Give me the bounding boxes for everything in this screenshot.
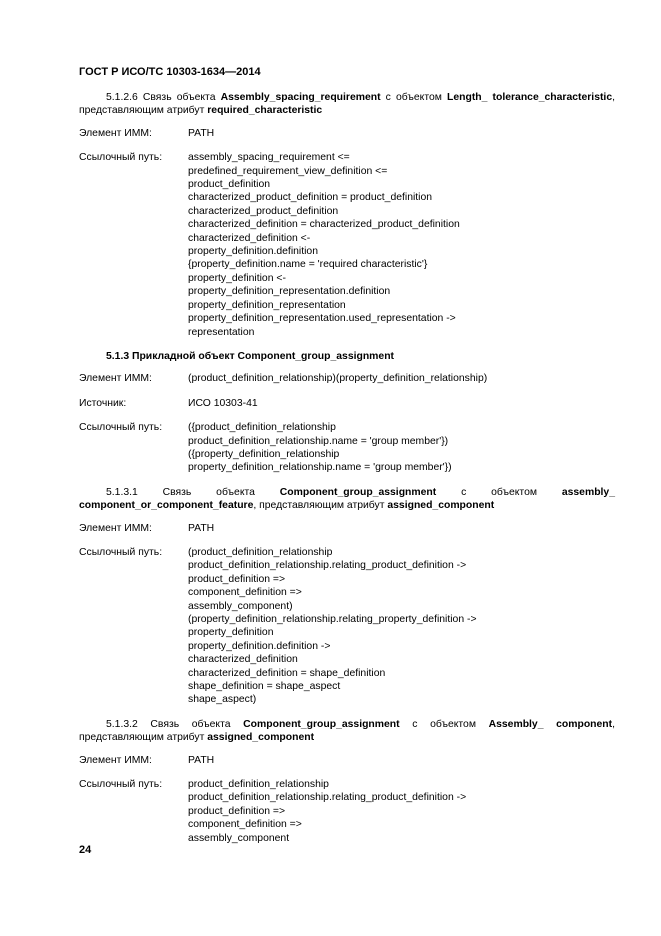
path-line: product_definition_relationship.relating_product_definition ->	[188, 792, 467, 804]
path-line: PATH	[188, 127, 215, 139]
paragraph-text: с объектом	[399, 718, 489, 730]
field-row	[79, 151, 615, 339]
entity-name: assigned_component	[207, 732, 315, 744]
path-line: property_definition_representation.used_representation ->	[188, 313, 456, 325]
paragraph-text: 5.1.2.6 Связь объекта	[106, 92, 221, 103]
field-value	[188, 127, 615, 140]
path-line: ({property_definition_relationship	[188, 448, 340, 460]
path-line: characterized_definition <-	[188, 232, 311, 244]
paragraph-text: 5.1.3.1 Связь объекта	[106, 486, 280, 498]
path-line: assembly_spacing_requirement <=	[188, 152, 350, 164]
path-line: assembly_component	[188, 832, 290, 844]
path-line: PATH	[188, 522, 215, 534]
field-label: Элемент ИММ:	[79, 522, 152, 534]
field-value	[188, 151, 615, 339]
field-value	[188, 546, 615, 707]
section-paragraph	[79, 718, 615, 745]
path-line: (product_definition_relationship	[188, 546, 333, 558]
page-number: 24	[79, 844, 92, 856]
section-paragraph	[79, 486, 615, 513]
paragraph-text: , представляющим атрибут	[253, 500, 388, 512]
field-value	[188, 421, 615, 475]
path-line: component_definition =>	[188, 587, 302, 599]
path-line: characterized_definition	[188, 654, 298, 666]
entity-name: Component_group_assignment	[279, 486, 437, 498]
entity-name: required_characteristic	[207, 105, 323, 117]
path-line: property_definition_representation.definition	[188, 286, 391, 298]
path-line: property_definition.definition ->	[188, 640, 331, 652]
field-label: Ссылочный путь:	[79, 422, 163, 434]
path-line: (product_definition_relationship)(property_definition_relationship)	[188, 373, 488, 385]
field-value	[188, 522, 615, 535]
entity-name: Length_ tolerance_characteristic	[447, 92, 613, 103]
field-label: Элемент ИММ:	[79, 754, 152, 766]
field-label: Ссылочный путь:	[79, 779, 163, 791]
field-label: Ссылочный путь:	[79, 546, 163, 558]
field-value	[188, 754, 615, 767]
path-line: shape_definition = shape_aspect	[188, 681, 341, 693]
path-line: {property_definition.name = 'required characteristic'}	[188, 259, 428, 271]
path-line: characterized_definition = characterized_product_definition	[188, 219, 460, 231]
path-line: ИСО 10303-41	[188, 397, 258, 409]
path-line: product_definition_relationship.name = 'group member'})	[188, 435, 449, 447]
paragraph-text: , представляющим атрибут	[79, 718, 616, 744]
path-line: product_definition =>	[188, 805, 286, 817]
section-heading: 5.1.3 Прикладной объект Component_group_assignment	[106, 350, 395, 362]
path-line: predefined_requirement_view_definition <=	[188, 165, 388, 177]
path-line: ({product_definition_relationship	[188, 422, 336, 434]
path-line: property_definition.definition	[188, 246, 318, 258]
entity-name: assigned_component	[387, 500, 495, 512]
field-label: Элемент ИММ:	[79, 127, 152, 139]
field-label: Элемент ИММ:	[79, 373, 152, 385]
path-line: assembly_component)	[188, 600, 293, 612]
field-label: Ссылочный путь:	[79, 152, 163, 164]
path-line: shape_aspect)	[188, 694, 257, 706]
field-label: Источник:	[79, 397, 127, 409]
paragraph-text: 5.1.3.2 Связь объекта	[106, 718, 244, 730]
entity-name: Assembly_ component	[488, 718, 613, 730]
field-row	[79, 372, 615, 385]
path-line: PATH	[188, 754, 215, 766]
paragraph-text: , представляющим атрибут	[79, 92, 615, 117]
document-header: ГОСТ Р ИСО/ТС 10303-1634—2014	[79, 66, 261, 78]
field-value	[188, 778, 615, 845]
entity-name: assembly_ component_or_component_feature	[79, 486, 615, 512]
section-paragraph	[79, 91, 615, 118]
path-line: characterized_definition = shape_definition	[188, 667, 386, 679]
field-row	[79, 397, 615, 410]
path-line: property_definition <-	[188, 272, 286, 284]
entity-name: Assembly_spacing_requirement	[220, 92, 381, 103]
field-row	[79, 778, 615, 845]
field-row	[79, 127, 615, 140]
path-line: (property_definition_relationship.relating_property_definition ->	[188, 614, 477, 625]
path-line: property_definition	[188, 627, 274, 639]
field-row	[79, 421, 615, 475]
paragraph-text: с объектом	[380, 92, 448, 103]
path-line: product_definition	[188, 179, 271, 191]
path-line: property_definition_relationship.name = 'group member'})	[188, 462, 452, 474]
path-line: characterized_product_definition	[188, 205, 339, 217]
path-line: component_definition =>	[188, 819, 302, 831]
path-line: property_definition_representation	[188, 299, 346, 311]
field-row	[79, 754, 615, 767]
document-body	[79, 91, 615, 856]
path-line: product_definition_relationship	[188, 779, 329, 791]
entity-name: Component_group_assignment	[243, 718, 400, 730]
path-line: characterized_product_definition = product_definition	[188, 192, 433, 204]
field-value	[188, 372, 615, 385]
path-line: product_definition_relationship.relating_product_definition ->	[188, 560, 467, 572]
field-value	[188, 397, 615, 410]
field-row	[79, 546, 615, 707]
paragraph-text: с объектом	[436, 486, 562, 498]
path-line: representation	[188, 326, 255, 338]
path-line: product_definition =>	[188, 573, 286, 585]
field-row	[79, 522, 615, 535]
